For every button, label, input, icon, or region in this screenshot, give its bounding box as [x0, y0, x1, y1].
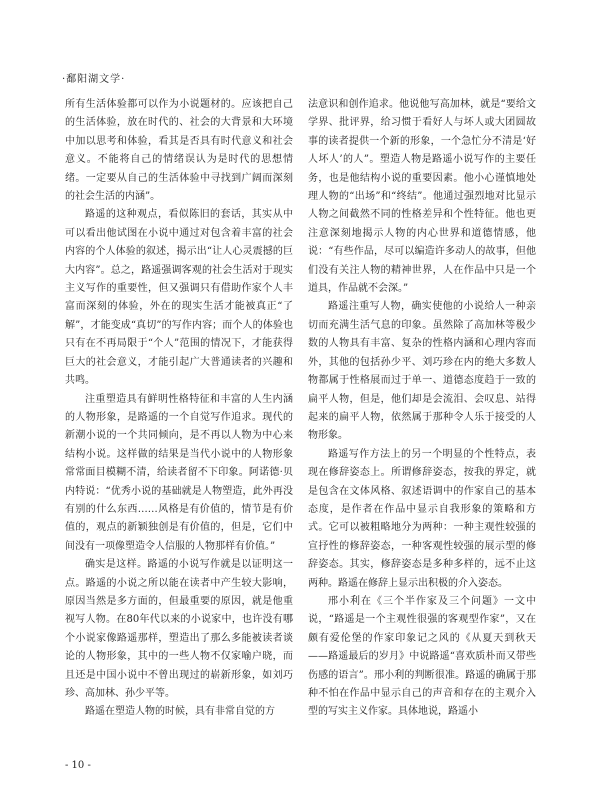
paragraph: 路遥的这种观点，看似陈旧的套话，其实从中可以看出他试图在小说中通过对包含着丰富的社会内容的个人体验的叙述，揭示出“让人心灵震撼的巨大内容”。总之，路遥强调客观的社会生活对于现实主义写作的重要性，但又强调只有借助作家个人丰富而深刻的体验，外在的现实生活才能被真正“了解”，才能变成“真切”的写作内容；而个人的体验也只有在不再局限于“个人”范围的情况下，才能获得巨大的社会意义，才能引起广大普通读者的兴趣和共鸣。 [65, 209, 293, 387]
paragraph: 法意识和创作追求。他说他写高加林，就是“要给文学界、批评界，给习惯于看好人与坏人或大团圆故事的读者提供一个新的形象，一个急忙分不清是‘好人坏人’的人”。塑造人物是路遥小说写作的主要任务，也是他结构小说的重要因素。他小心谨慎地处理人物的“出场”和“终结”。他通过强烈地对比显示人物之间截然不同的性格差异和个性特征。他也更注意深刻地揭示人物的内心世界和道德情感，他说：“有些作品，尽可以编造许多动人的故事，但他们没有关注人物的精神世界，人在作品中只是一个道具，作品就不会深。” [308, 99, 536, 295]
page-number: - 10 - [65, 760, 91, 771]
left-column [65, 96, 293, 722]
paragraph: 所有生活体验都可以作为小说题材的。应该把自己的生活体验，放在时代的、社会的大背景和大环境中加以思考和体验，看其是否具有时代意义和社会意义。不能将自己的情绪误认为是时代的思想情绪。一定要从自己的生活体验中寻找到广阔而深刻的社会生活的内涵”。 [65, 99, 293, 203]
paragraph: 路遥注重写人物，确实使他的小说给人一种亲切而充满生活气息的印象。虽然除了高加林等极少数的人物具有丰富、复杂的性格内涵和心理内容而外，其他的包括孙少平、刘巧珍在内的绝大多数人物都属于性格展而过于单一、道德态度趋于一致的扁平人物，但是，他们却是会流泪、会叹息、站得起来的扁平人物，依然属于那种令人乐于接受的人物形象。 [308, 301, 536, 442]
paragraph: 路遥写作方法上的另一个明显的个性特点，表现在修辞姿态上。所谓修辞姿态，按我的界定，就是包含在文体风格、叙述语调中的作家自己的基本态度，是作者在作品中显示自我形象的策略和方式。它可以被粗略地分为两种：一种主观性较强的宣抒性的修辞姿态，一种客观性较强的展示型的修辞姿态。其实，修辞姿态是多种多样的，远不止这两种。路遥在修辞上显示出积极的介入姿态。 [308, 448, 536, 589]
paragraph: 注重塑造具有鲜明性格特征和丰富的人生内涵的人物形象，是路遥的一个自觉写作追求。现代的新潮小说的一个共同倾向，是不再以人物为中心来结构小说。这样做的结果是当代小说中的人物形象常常面目模糊不清，给读者留不下印象。阿诺德·贝内特说：“优秀小说的基础就是人物塑造，此外再没有别的什么东西……风格是有价值的，情节是有价值的，观点的新颖独创是有价值的，但是，它们中间没有一项像塑造令人信服的人物那样有价值。” [65, 393, 293, 552]
right-column [308, 96, 536, 722]
paragraph: 路遥在塑造人物的时候，具有非常自觉的方 [85, 706, 275, 718]
paragraph: 邢小利在《三个半作家及三个问题》一文中说，“路遥是一个主观性很强的客观型作家”，又在颇有爱伦堡的作家印象记之风的《从夏天到秋天——路遥最后的岁月》中说路遥“喜欢质朴而又带些伤感的语言”。邢小利的判断很准。路遥的确属于那种不怕在作品中显示自己的声音和存在的主观介入型的写实主义作家。具体地说，路遥小 [308, 595, 536, 718]
paragraph: 确实是这样。路遥的小说写作就是以证明这一点。路遥的小说之所以能在读者中产生较大影响，原因当然是多方面的，但最重要的原因，就是他重视写人物。在80年代以来的小说家中，也许没有哪个小说家像路遥那样，塑造出了那么多能被读者谈论的人物形象，其中的一些人物不仅家喻户晓，而且还是中国小说中不曾出现过的崭新形象，如刘巧珍、高加林、孙少平等。 [65, 559, 293, 699]
journal-header: ·鄱阳湖文学· [62, 74, 126, 85]
